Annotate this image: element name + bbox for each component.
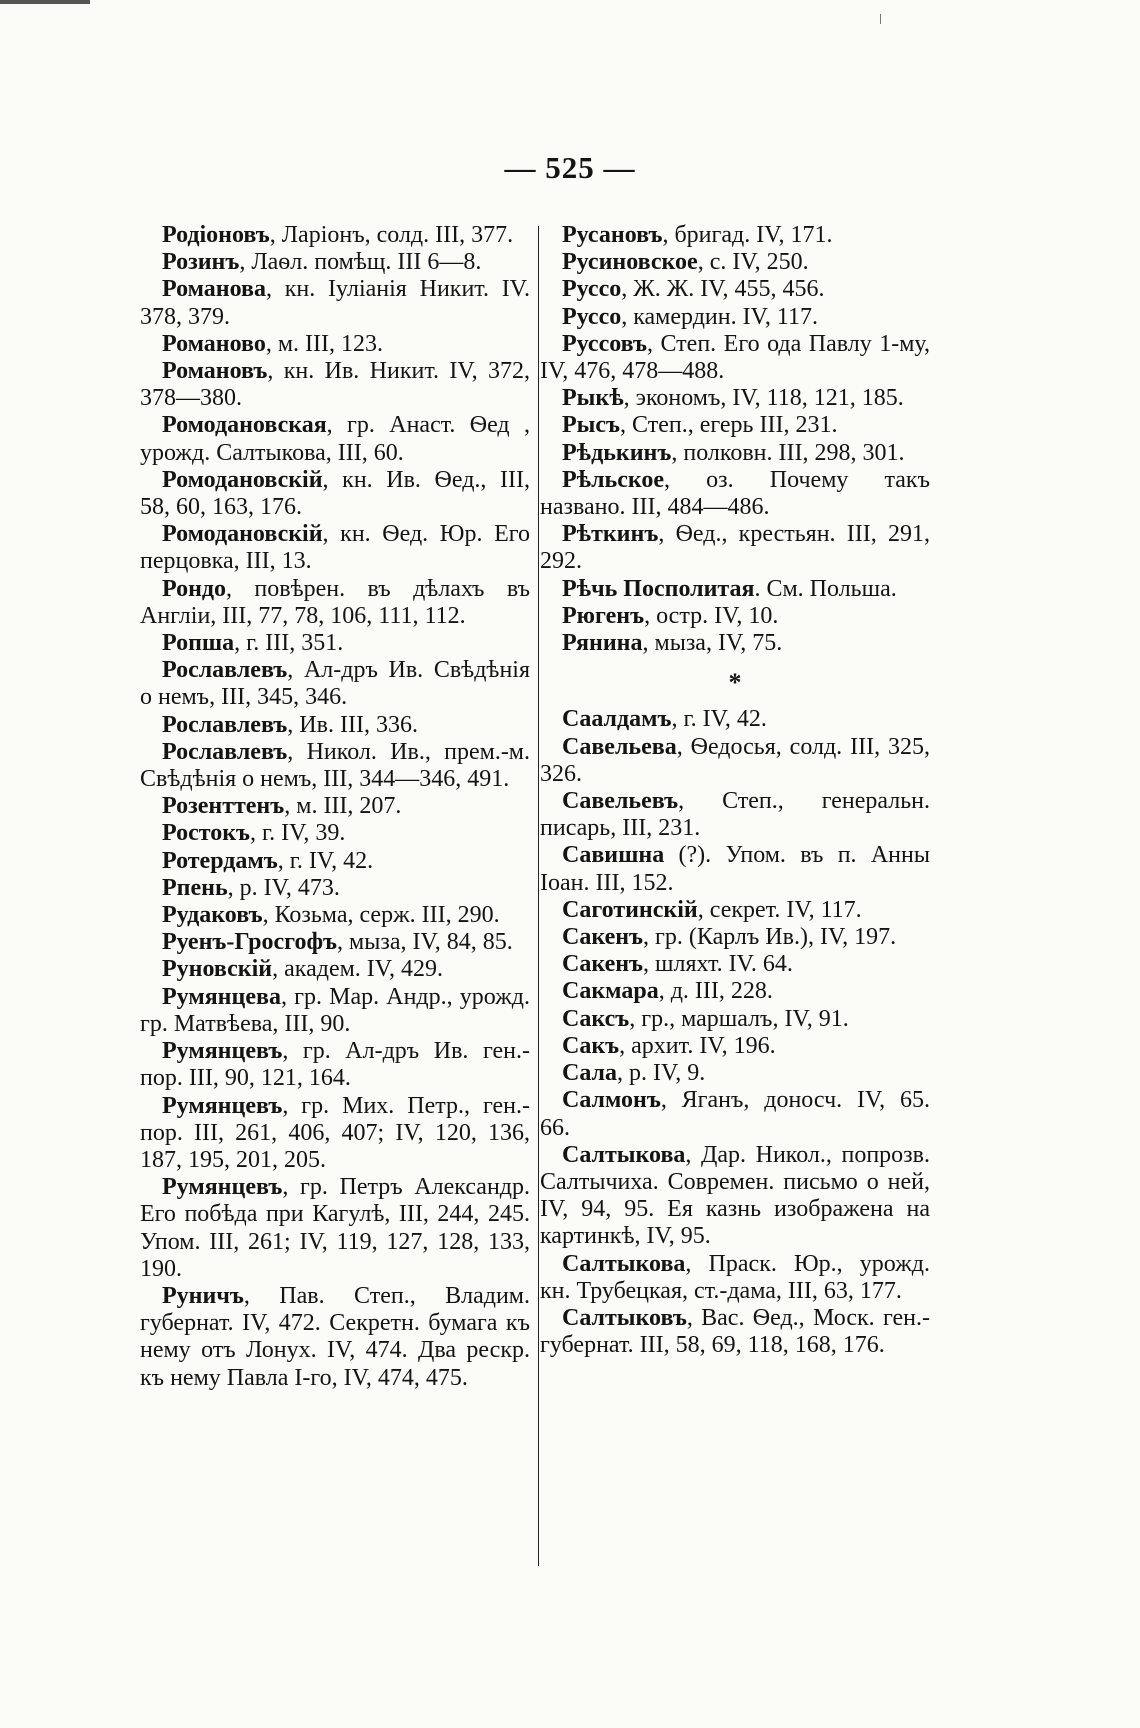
entry-text: , г. III, 351. (234, 630, 344, 657)
entry-headword: Румянцевъ (162, 1038, 283, 1065)
index-entry (140, 1038, 530, 1092)
column-divider (538, 226, 539, 1566)
entry-headword: Рославлевъ (162, 711, 288, 738)
index-entry (540, 1142, 930, 1251)
entry-text: , г. IV, 42. (277, 847, 374, 874)
index-entry (540, 1006, 930, 1033)
entry-headword: Руновскій (162, 956, 273, 983)
entry-text: , гр. Мих. Петр., ген.-пор. III, 261, 406, 407; IV, 120, 136, 187, 195, 201, 205. (140, 1092, 530, 1173)
entry-text: , г. IV, 42. (671, 706, 767, 733)
entry-text: , Степ., генеральн. писарь, III, 231. (540, 788, 930, 842)
entry-headword: Романова (162, 276, 266, 303)
entry-text: , полковн. III, 298, 301. (671, 439, 905, 466)
index-entry (540, 576, 930, 603)
entry-headword: Руссовъ (562, 330, 647, 357)
entry-headword: Русановъ (562, 222, 663, 248)
index-entry (540, 951, 930, 978)
entry-text: , архит. IV, 196. (619, 1032, 776, 1059)
entry-headword: Рославлевъ (162, 738, 288, 765)
index-entry (140, 793, 530, 820)
index-entry (540, 304, 930, 331)
entry-text: , р. IV, 473. (227, 874, 340, 901)
entry-headword: Ропша (162, 630, 235, 657)
entry-headword: Рондо (162, 575, 227, 602)
index-entry (540, 249, 930, 276)
entry-headword: Саксъ (562, 1005, 630, 1032)
index-entry (540, 1060, 930, 1087)
index-entry (140, 657, 530, 711)
entry-text: , экономъ, IV, 118, 121, 185. (623, 385, 904, 412)
entry-text: , гр., маршалъ, IV, 91. (629, 1005, 849, 1032)
entry-headword: Рѣльское (562, 466, 665, 493)
index-entry (540, 276, 930, 303)
index-entry (140, 929, 530, 956)
entry-headword: Руссо (562, 276, 622, 303)
index-entry (540, 978, 930, 1005)
entry-headword: Сала (562, 1060, 618, 1087)
index-entry (140, 1283, 530, 1392)
entry-headword: Розинъ (162, 249, 240, 276)
entry-headword: Романово (162, 330, 266, 357)
index-entry (540, 331, 930, 385)
index-entry (540, 603, 930, 630)
entry-text: , шляхт. IV. 64. (643, 951, 793, 978)
index-entry (540, 842, 930, 896)
entry-headword: Савельевъ (562, 788, 679, 815)
index-entry (140, 521, 530, 575)
entry-headword: Саалдамъ (562, 706, 672, 733)
entry-headword: Ротердамъ (162, 847, 278, 874)
entry-text: , Никол. Ив., прем.-м. Свѣдѣнія о немъ, III, 344—346, 491. (140, 738, 530, 793)
right-column (540, 222, 930, 1359)
entry-text: , секрет. IV, 117. (697, 896, 862, 923)
index-entry (140, 222, 530, 249)
index-entry (540, 734, 930, 788)
entry-text: , Ив. III, 336. (287, 711, 418, 738)
right-column-s-entries (540, 706, 930, 1359)
index-entry (140, 630, 530, 657)
index-entry (140, 412, 530, 466)
index-entry (540, 630, 930, 657)
entry-text: , Ѳедосья, солд. III, 325, 326. (540, 733, 930, 787)
entry-text: , мыза, IV, 84, 85. (337, 929, 513, 956)
entry-headword: Руссо (562, 303, 622, 330)
entry-text: , Яганъ, доносч. IV, 65. 66. (540, 1087, 930, 1141)
entry-headword: Родіоновъ (162, 222, 270, 248)
index-entry (140, 1174, 530, 1283)
entry-headword: Рудаковъ (162, 902, 263, 929)
entry-headword: Румянцевъ (162, 1092, 283, 1119)
index-entry (140, 956, 530, 983)
index-entry (540, 706, 930, 733)
index-entry (140, 848, 530, 875)
entry-text: , Ал-дръ Ив. Свѣдѣнія о немъ, III, 345, 346. (140, 657, 530, 711)
index-entry (540, 788, 930, 842)
index-entry (140, 1093, 530, 1175)
scan-speck (880, 14, 881, 24)
index-entry (140, 712, 530, 739)
entry-headword: Сакенъ (562, 924, 644, 951)
index-entry (140, 875, 530, 902)
scan-edge-mark (0, 0, 90, 4)
entry-text: (?). Упом. въ п. Анны Іоан. III, 152. (540, 842, 930, 896)
entry-text: , бригад. IV, 171. (662, 222, 833, 248)
entry-text: , Ларіонъ, солд. III, 377. (269, 222, 514, 248)
entry-headword: Салтыкова (562, 1141, 686, 1168)
entry-headword: Румянцева (162, 983, 281, 1010)
entry-text: , д. III, 228. (658, 978, 773, 1005)
section-separator: * (728, 668, 742, 698)
entry-text: . См. Польша. (754, 575, 897, 602)
entry-text: , р. IV, 9. (617, 1060, 706, 1087)
entry-headword: Салтыкова (562, 1250, 686, 1277)
entry-text: , гр. Мар. Андр., урожд. гр. Матвѣева, III, 90. (140, 983, 530, 1037)
entry-text: , Праск. Юр., урожд. кн. Трубецкая, ст.-дама, III, 63, 177. (540, 1250, 930, 1304)
entry-text: , повѣрен. въ дѣлахъ въ Англіи, III, 77, 78, 106, 111, 112. (140, 575, 530, 629)
index-entry (140, 902, 530, 929)
index-entry (540, 1033, 930, 1060)
entry-headword: Ромодановскій (162, 521, 323, 548)
index-entry (140, 820, 530, 847)
entry-text: , Степ. Его ода Павлу 1-му, IV, 476, 478—488. (540, 330, 930, 385)
entry-text: , кн. Ѳед. Юр. Его перцовка, III, 13. (140, 521, 530, 575)
entry-text: , оз. Почему такъ названо. III, 484—486. (540, 466, 930, 521)
index-entry (140, 467, 530, 521)
entry-headword: Руничъ (162, 1282, 244, 1309)
entry-text: , м. III, 207. (284, 793, 402, 820)
entry-text: , Ѳед., крестьян. III, 291, 292. (540, 521, 930, 575)
entry-text: , кн. Ив. Никит. IV, 372, 378—380. (140, 358, 530, 412)
entry-text: , Ж. Ж. IV, 455, 456. (621, 276, 825, 303)
page-number: — 525 — (504, 150, 636, 185)
entry-text: , Лаѳл. помѣщ. III 6—8. (239, 249, 482, 276)
entry-headword: Ростокъ (162, 820, 251, 847)
index-entry (140, 331, 530, 358)
entry-text: , гр. (Карлъ Ив.), IV, 197. (643, 924, 897, 951)
entry-headword: Русиновское (562, 249, 698, 276)
entry-headword: Романовъ (162, 358, 268, 385)
entry-text: , академ. IV, 429. (272, 956, 444, 983)
entry-headword: Рыкѣ (562, 385, 624, 412)
entry-headword: Сакъ (562, 1032, 620, 1059)
entry-headword: Савишна (562, 842, 665, 869)
entry-text: , камердин. IV, 117. (621, 303, 818, 330)
entry-headword: Рѣткинъ (562, 521, 659, 548)
entry-headword: Рославлевъ (162, 657, 288, 684)
entry-headword: Рпень (162, 874, 228, 901)
entry-text: , Степ., егерь III, 231. (620, 412, 838, 439)
entry-headword: Румянцевъ (162, 1174, 283, 1201)
entry-headword: Ромодановская (162, 412, 327, 439)
index-entry (540, 222, 930, 249)
entry-text: , Козьма, серж. III, 290. (262, 902, 500, 929)
index-entry (540, 1305, 930, 1359)
entry-headword: Рянина (562, 630, 643, 657)
entry-headword: Салмонъ (562, 1087, 661, 1114)
entry-headword: Ромодановскій (162, 466, 323, 493)
index-entry (540, 385, 930, 412)
entry-headword: Сакмара (562, 978, 659, 1005)
index-entry (540, 412, 930, 439)
entry-headword: Руенъ-Гросгофъ (162, 929, 338, 956)
index-entry (540, 1087, 930, 1141)
entry-text: , мыза, IV, 75. (642, 630, 783, 657)
index-entry (140, 739, 530, 793)
index-entry (140, 358, 530, 412)
entry-text: , Дар. Никол., попрозв. Салтычиха. Современ. письмо о ней, IV, 94, 95. Ея казнь изображена на картинкѣ, IV, 95. (540, 1141, 930, 1250)
entry-text: , кн. Ив. Ѳед., III, 58, 60, 163, 176. (140, 466, 530, 521)
right-column-r-entries (540, 222, 930, 657)
entry-text: , Вас. Ѳед., Моск. ген.-губернат. III, 58, 69, 118, 168, 176. (540, 1304, 930, 1359)
index-entry (140, 576, 530, 630)
entry-headword: Розенттенъ (162, 793, 285, 820)
entry-headword: Рѣдькинъ (562, 439, 672, 466)
entry-text: , с. IV, 250. (697, 249, 809, 276)
entry-headword: Савельева (562, 733, 677, 760)
entry-headword: Рысъ (562, 412, 621, 439)
entry-text: , г. IV, 39. (250, 820, 346, 847)
index-entry (540, 924, 930, 951)
entry-text: , кн. Іуліанія Никит. IV. 378, 379. (140, 276, 530, 330)
entry-text: , гр. Анаст. Ѳед , урожд. Салтыкова, III, 60. (140, 412, 530, 466)
index-entry (140, 276, 530, 330)
entry-headword: Рѣчь Посполитая (562, 575, 755, 602)
entry-headword: Салтыковъ (562, 1304, 687, 1331)
entry-headword: Рюгенъ (562, 602, 645, 629)
index-entry (140, 249, 530, 276)
entry-text: , Пав. Степ., Владим. губернат. IV, 472. Секретн. бумага къ нему отъ Лонух. IV, 474. Два рескр. къ нему Павла I-го, IV, 474, 475. (140, 1282, 530, 1391)
entry-text: , гр. Ал-дръ Ив. ген.-пор. III, 90, 121, 164. (140, 1038, 530, 1092)
index-entry (540, 467, 930, 521)
index-entry (540, 440, 930, 467)
entry-text: , гр. Петръ Александр. Его побѣда при Кагулѣ, III, 244, 245. Упом. III, 261; IV, 119, 127, 128, 133, 190. (140, 1174, 530, 1282)
index-entry (540, 1251, 930, 1305)
index-entry (140, 984, 530, 1038)
index-entry (540, 897, 930, 924)
index-entry (540, 521, 930, 575)
entry-headword: Саготинскій (562, 896, 698, 923)
left-column (140, 222, 530, 1392)
entry-text: , м. III, 123. (265, 330, 383, 357)
entry-text: , остр. IV, 10. (644, 602, 779, 629)
entry-headword: Сакенъ (562, 951, 644, 978)
